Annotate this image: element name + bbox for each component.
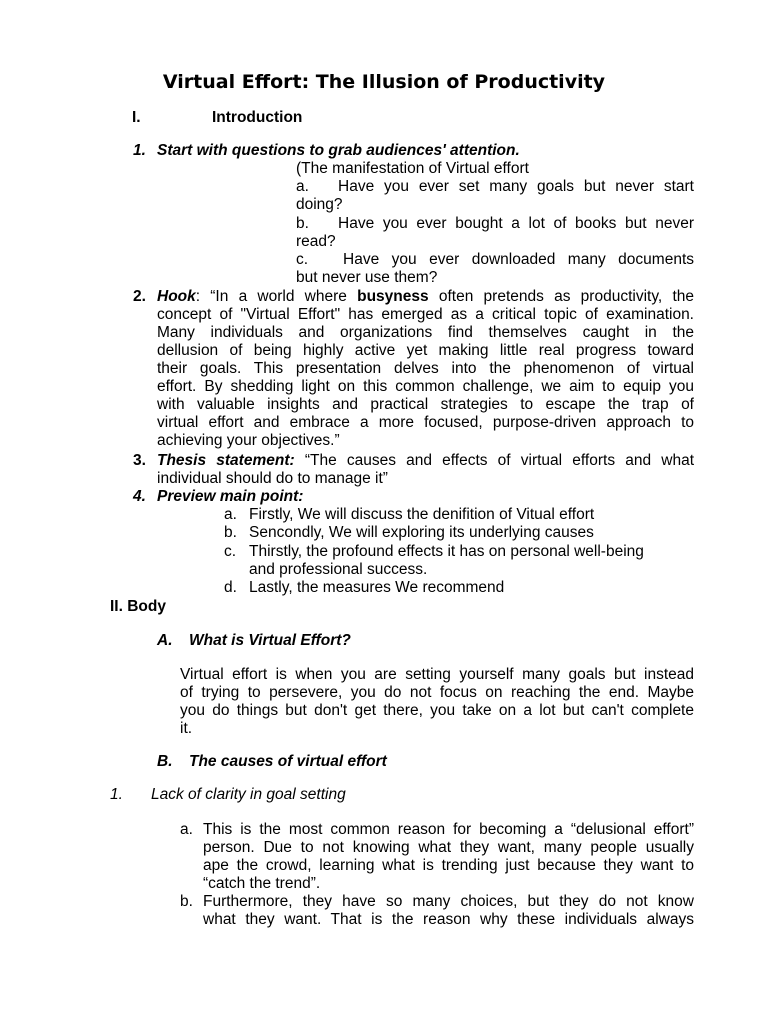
- hook-text-bold: busyness: [357, 288, 429, 305]
- preview-text-continued: and professional success.: [249, 561, 428, 578]
- hook-text-pre: : “In a world where: [195, 288, 358, 305]
- definition-line: you do things but don't get there, you take on a lot but can't complete: [180, 702, 694, 719]
- item-number: 2.: [133, 288, 146, 305]
- hook-line-last: achieving your objectives.”: [157, 432, 340, 449]
- preview-letter: c.: [224, 543, 237, 560]
- item-number: 3.: [133, 452, 146, 469]
- question-text-continued: but never use them?: [296, 269, 438, 286]
- subsection-letter: B.: [157, 753, 173, 770]
- cause-point-line-last: “catch the trend”.: [203, 875, 321, 892]
- cause-point-line: what they want. That is the reason why these individuals always: [203, 911, 694, 928]
- question-text-continued: doing?: [296, 196, 343, 213]
- item-number: 4.: [133, 488, 146, 505]
- hook-line: Many individuals and organizations find themselves caught in the: [157, 324, 694, 341]
- preview-heading: Preview main point:: [157, 488, 304, 505]
- subsection-heading-definition: What is Virtual Effort?: [189, 632, 351, 649]
- document-title: Virtual Effort: The Illusion of Productivity: [162, 71, 606, 93]
- thesis-label: Thesis statement:: [157, 452, 295, 469]
- subsection-heading-causes: The causes of virtual effort: [189, 753, 387, 770]
- cause-point-line: ape the crowd, learning what is trending just because they want to: [203, 857, 694, 874]
- cause-number: 1.: [110, 786, 123, 803]
- preview-letter: b.: [224, 524, 237, 541]
- cause-point-line: person. Due to not knowing what they want, many people usually: [203, 839, 694, 856]
- section-heading-introduction: Introduction: [212, 109, 303, 126]
- hook-line: their goals. This presentation delves into the phenomenon of virtual: [157, 360, 694, 377]
- preview-letter: a.: [224, 506, 237, 523]
- preview-letter: d.: [224, 579, 237, 596]
- hook-line: with valuable insights and practical strategies to escape the trap of: [157, 396, 694, 413]
- section-heading-body: II. Body: [110, 598, 166, 615]
- question-text-continued: read?: [296, 233, 336, 250]
- definition-line: Virtual effort is when you are setting yourself many goals but instead: [180, 666, 694, 683]
- questions-heading: Start with questions to grab audiences' attention.: [157, 142, 520, 159]
- thesis-text: “The causes and effects of virtual efforts and what: [294, 452, 694, 469]
- cause-point-line: This is the most common reason for becoming a “delusional effort”: [203, 821, 694, 838]
- cause-point-letter: a.: [180, 821, 193, 838]
- cause-point-line: Furthermore, they have so many choices, but they do not know: [203, 893, 694, 910]
- thesis-first-line: [157, 452, 694, 470]
- questions-subheading: (The manifestation of Virtual effort: [296, 160, 529, 177]
- thesis-text-continued: individual should do to manage it”: [157, 470, 388, 487]
- preview-text: Lastly, the measures We recommend: [249, 579, 505, 596]
- question-letter: a.: [296, 178, 309, 195]
- preview-text: Thirstly, the profound effects it has on personal well-being: [249, 543, 644, 560]
- cause-point-letter: b.: [180, 893, 193, 910]
- definition-line: of trying to persevere, you do not focus on reaching the end. Maybe: [180, 684, 694, 701]
- question-text: Have you ever set many goals but never start: [338, 178, 694, 195]
- section-numeral: I.: [132, 109, 141, 126]
- hook-text-post: often pretends as productivity, the: [428, 288, 694, 305]
- subsection-letter: A.: [157, 632, 173, 649]
- item-number: 1.: [133, 142, 146, 159]
- hook-line: effort. By shedding light on this common challenge, we aim to equip you: [157, 378, 694, 395]
- hook-line: virtual effort and embrace a more focused, purpose-driven approach to: [157, 414, 694, 431]
- question-text: Have you ever bought a lot of books but never: [338, 215, 694, 232]
- question-letter: c.: [296, 251, 309, 268]
- preview-text: Sencondly, We will exploring its underlying causes: [249, 524, 594, 541]
- hook-line: concept of "Virtual Effort" has emerged as a critical topic of examination.: [157, 306, 694, 323]
- question-letter: b.: [296, 215, 309, 232]
- hook-line: dellusion of being highly active yet making little real progress toward: [157, 342, 694, 359]
- cause-heading: Lack of clarity in goal setting: [151, 786, 346, 803]
- hook-first-line: [157, 288, 694, 306]
- preview-text: Firstly, We will discuss the denifition of Vitual effort: [249, 506, 595, 523]
- hook-label: Hook: [157, 288, 196, 305]
- question-text: Have you ever downloaded many documents: [343, 251, 694, 268]
- definition-line-last: it.: [180, 720, 193, 737]
